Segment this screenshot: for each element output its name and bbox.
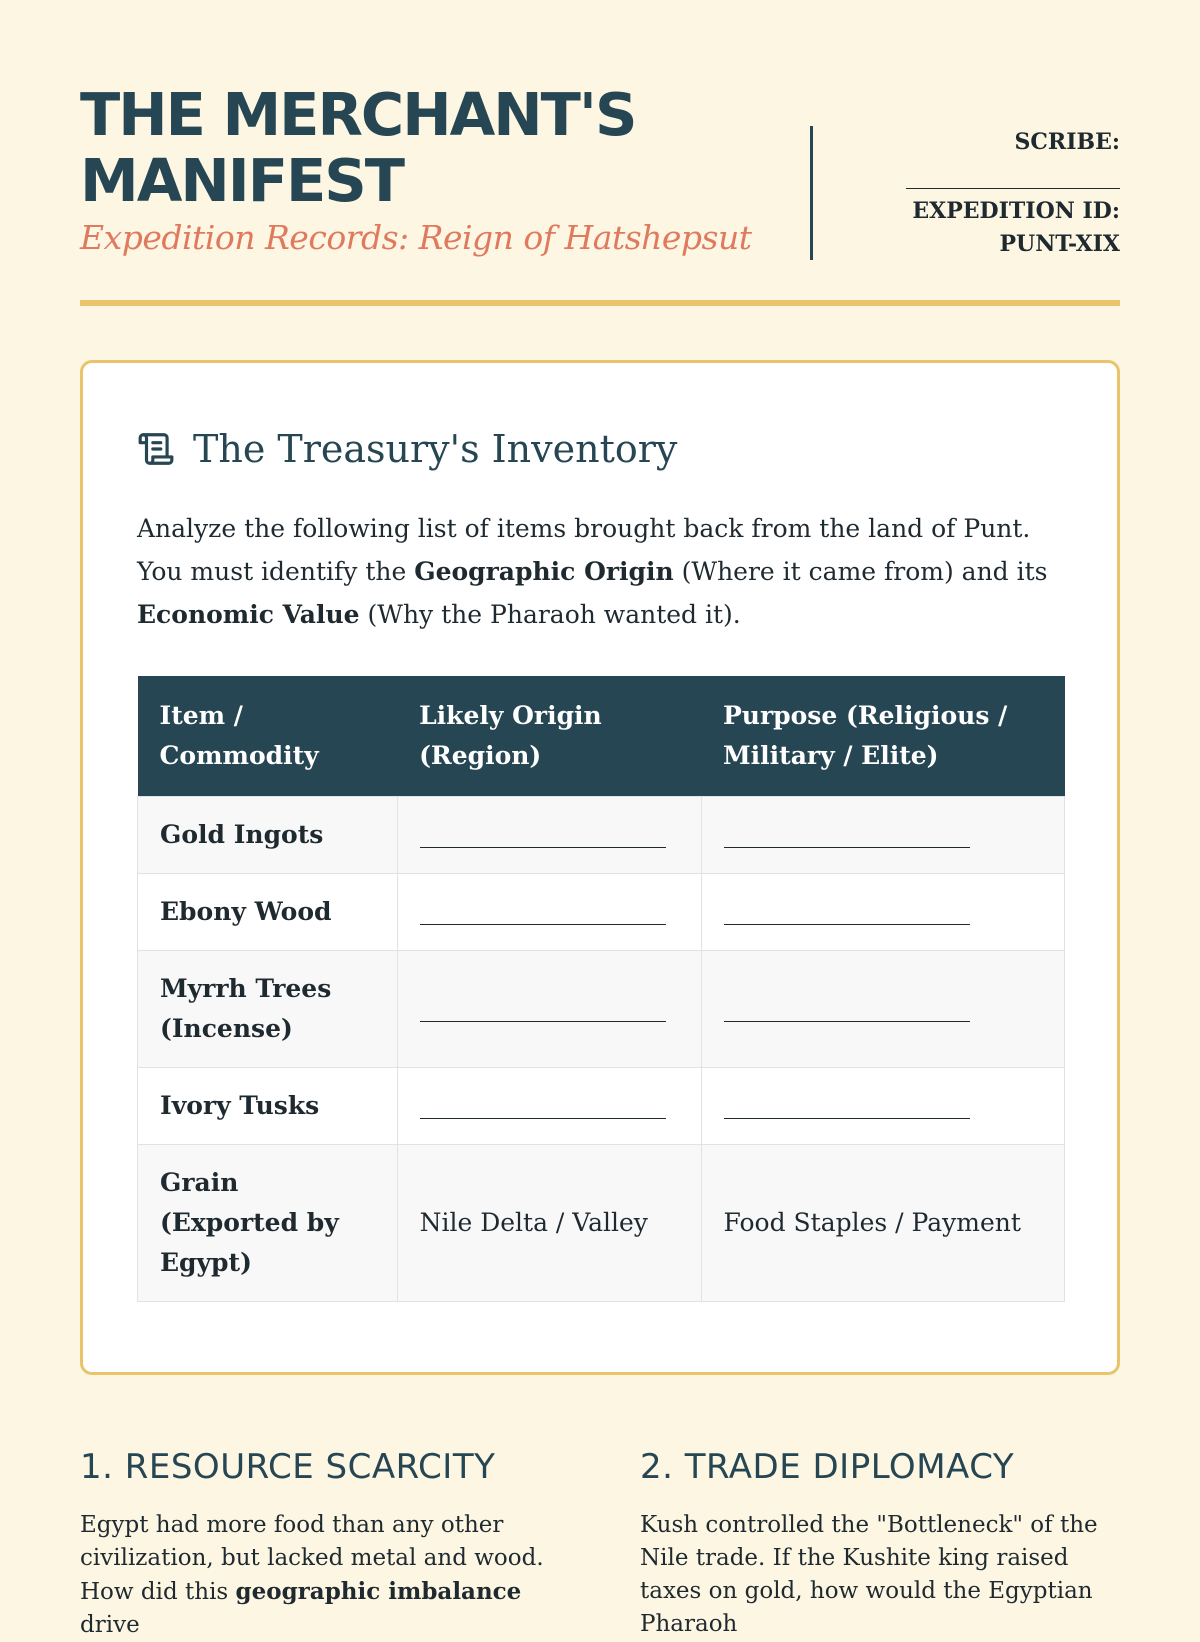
table-row (138, 1068, 1065, 1145)
answer-blank[interactable] (724, 826, 970, 848)
intro-emphasis-origin: Geographic Origin (414, 557, 674, 586)
column-header-item: Item / Commodity (138, 676, 398, 797)
section-text (80, 1509, 560, 1642)
header (80, 82, 1120, 262)
title-block (80, 82, 752, 257)
inventory-table (137, 676, 1065, 1302)
section-heading: 2. TRADE DIPLOMACY (640, 1447, 1015, 1487)
column-header-purpose: Purpose (Religious / Military / Elite) (701, 676, 1065, 797)
intro-emphasis-value: Economic Value (137, 600, 360, 629)
purpose-answer-cell[interactable] (701, 1068, 1065, 1145)
question-sections (80, 1445, 1120, 1642)
table-row (138, 797, 1065, 874)
section-text: Kush controlled the "Bottleneck" of the Nile trade. If the Kushite king raised taxes on gold, how would the Egyptian Pharaoh (640, 1512, 1098, 1637)
item-cell: Ebony Wood (138, 874, 398, 951)
intro-text: Analyze the following list of items brought back from the land of Punt. You must identify the (137, 514, 1031, 586)
answer-blank[interactable] (724, 1097, 970, 1119)
origin-cell: Nile Delta / Valley (397, 1145, 701, 1302)
intro-text: (Where it came from) and its (673, 557, 1048, 586)
answer-blank[interactable] (420, 1000, 666, 1022)
inventory-heading (137, 419, 1063, 479)
section-emphasis: geographic imbalance (235, 1578, 522, 1605)
inventory-instructions (137, 507, 1057, 636)
page-subtitle: Expedition Records: Reign of Hatshepsut (80, 218, 752, 257)
expedition-meta (810, 126, 1120, 260)
inventory-title: The Treasury's Inventory (193, 427, 678, 471)
answer-blank[interactable] (420, 826, 666, 848)
expedition-id: EXPEDITION ID: PUNT-XIX (912, 198, 1120, 257)
purpose-answer-cell[interactable] (701, 874, 1065, 951)
table-row (138, 951, 1065, 1068)
purpose-cell: Food Staples / Payment (701, 1145, 1065, 1302)
answer-blank[interactable] (420, 1097, 666, 1119)
scroll-icon (137, 430, 175, 468)
inventory-card (80, 360, 1120, 1375)
origin-answer-cell[interactable] (397, 797, 701, 874)
scribe-blank-line (906, 175, 1120, 189)
item-cell: Myrrh Trees (Incense) (138, 951, 398, 1068)
item-cell: Gold Ingots (138, 797, 398, 874)
answer-blank[interactable] (724, 1000, 970, 1022)
section-trade-diplomacy (640, 1445, 1120, 1642)
section-resource-scarcity (80, 1445, 560, 1642)
page-title: THE MERCHANT'S MANIFEST (80, 80, 636, 215)
section-text-part: Egypt had more food than any other civilization, but lacked metal and wood. How did this (80, 1512, 544, 1605)
header-divider (80, 300, 1120, 306)
table-row (138, 1145, 1065, 1302)
purpose-answer-cell[interactable] (701, 951, 1065, 1068)
column-header-origin: Likely Origin (Region) (397, 676, 701, 797)
item-cell: Grain (Exported by Egypt) (138, 1145, 398, 1302)
origin-answer-cell[interactable] (397, 951, 701, 1068)
section-heading: 1. RESOURCE SCARCITY (80, 1447, 496, 1487)
answer-blank[interactable] (724, 903, 970, 925)
answer-blank[interactable] (420, 903, 666, 925)
table-header-row (138, 676, 1065, 797)
purpose-answer-cell[interactable] (701, 797, 1065, 874)
section-text-part: drive (80, 1612, 140, 1638)
item-cell: Ivory Tusks (138, 1068, 398, 1145)
table-row (138, 874, 1065, 951)
origin-answer-cell[interactable] (397, 1068, 701, 1145)
origin-answer-cell[interactable] (397, 874, 701, 951)
scribe-label: SCRIBE: (1014, 129, 1120, 155)
intro-text: (Why the Pharaoh wanted it). (359, 600, 741, 629)
